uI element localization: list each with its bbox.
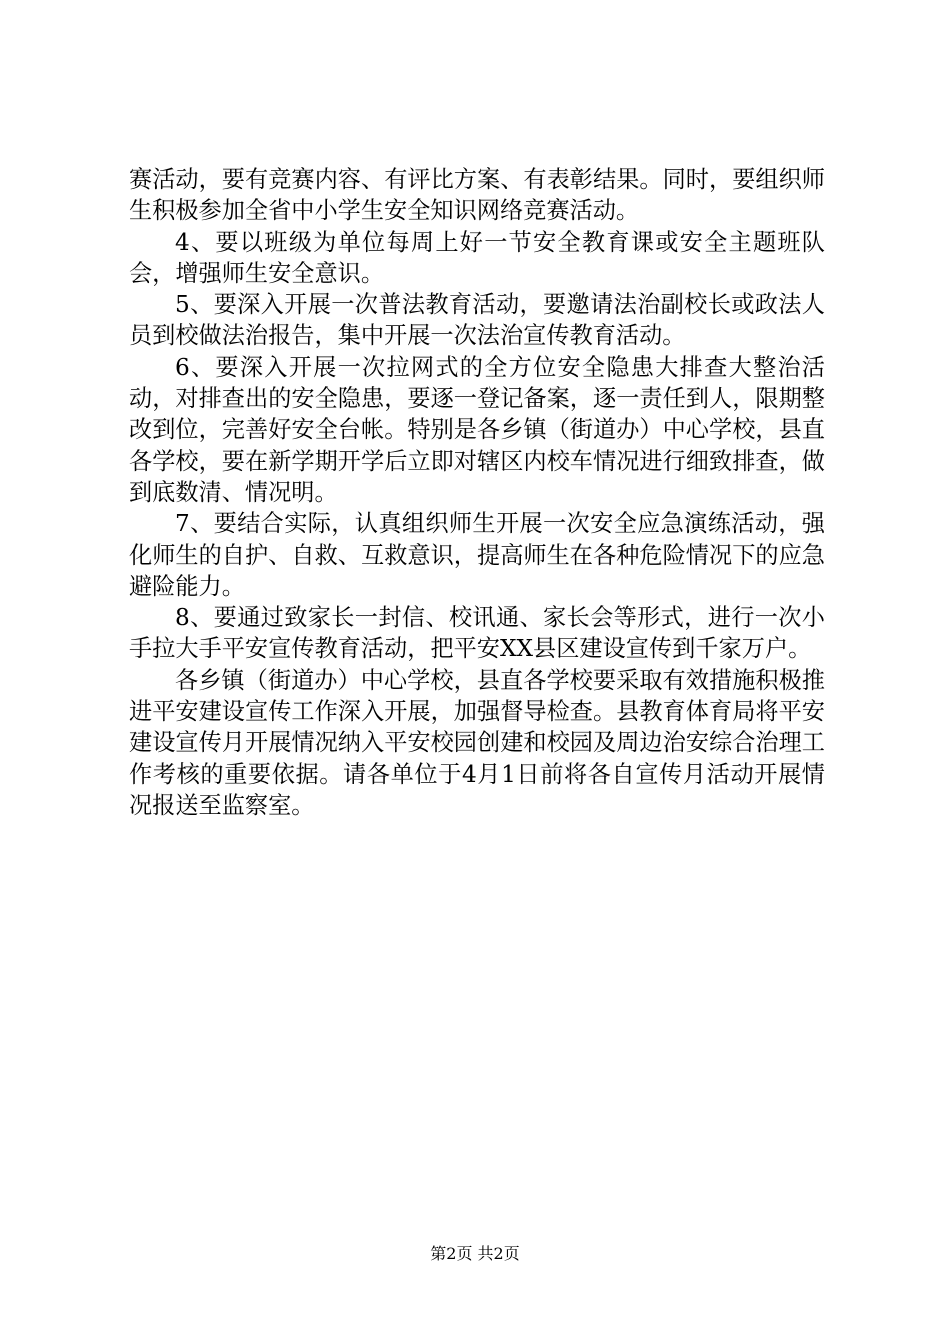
document-body <box>129 164 825 821</box>
paragraph-item-5: 5、要深入开展一次普法教育活动，要邀请法治副校长或政法人员到校做法治报告，集中开展一次法治宣传教育活动。 <box>129 291 825 350</box>
paragraph-item-4: 4、要以班级为单位每周上好一节安全教育课或安全主题班队会，增强师生安全意识。 <box>129 228 825 287</box>
paragraph-continuation: 赛活动，要有竞赛内容、有评比方案、有表彰结果。同时，要组织师生积极参加全省中小学生安全知识网络竞赛活动。 <box>129 166 825 225</box>
paragraph-item-7: 7、要结合实际，认真组织师生开展一次安全应急演练活动，强化师生的自护、自救、互救意识，提高师生在各种危险情况下的应急避险能力。 <box>129 510 825 600</box>
paragraph-closing: 各乡镇（街道办）中心学校，县直各学校要采取有效措施积极推进平安建设宣传工作深入开展，加强督导检查。县教育体育局将平安建设宣传月开展情况纳入平安校园创建和校园及周边治安综合治理工作考核的重要依据。请各单位于4月1日前将各自宣传月活动开展情况报送至监察室。 <box>129 666 825 819</box>
paragraph-item-6: 6、要深入开展一次拉网式的全方位安全隐患大排查大整治活动，对排查出的安全隐患，要逐一登记备案，逐一责任到人，限期整改到位，完善好安全台帐。特别是各乡镇（街道办）中心学校，县直各学校，要在新学期开学后立即对辖区内校车情况进行细致排查，做到底数清、情况明。 <box>129 353 825 506</box>
page-number-footer: 第2页 共2页 <box>430 1244 520 1263</box>
paragraph-item-8: 8、要通过致家长一封信、校讯通、家长会等形式，进行一次小手拉大手平安宣传教育活动，把平安XX县区建设宣传到千家万户。 <box>129 604 825 663</box>
